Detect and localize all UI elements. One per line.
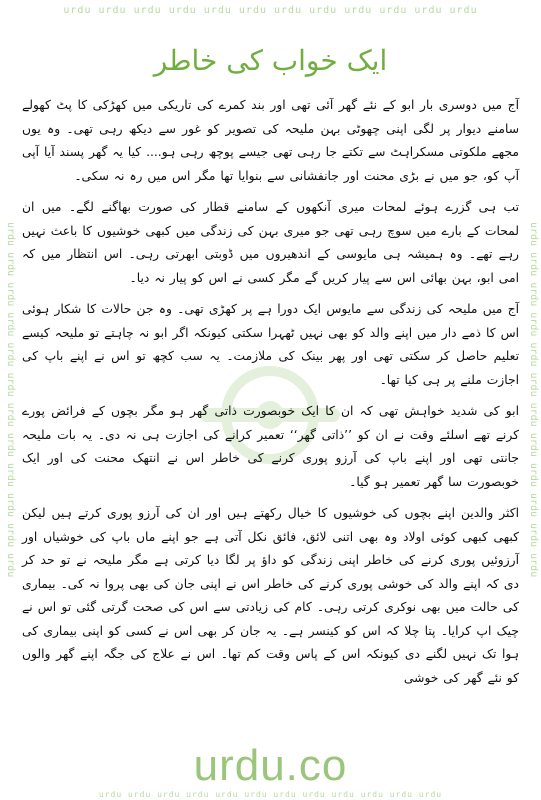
decorative-border-top: urdu urdu urdu urdu urdu urdu urdu urdu urdu urdu urdu urdu xyxy=(63,4,478,16)
article-paragraph: تب ہی گزرے ہوئے لمحات میری آنکھوں کے سامنے قطار کی صورت بھاگنے لگے۔ میں ان لمحات کے بارے میں سوچ رہی تھی جو میری بہن کی زندگی میں کبھی خوشیوں کا باعث نہیں رہے تھے۔ وہ ہمیشہ ہی مایوسی کے اندھیروں میں ڈوبتی ابھرتی رہی۔ اس انتظار میں کہ امی ابو، بہن بھائی اس سے پیار کریں گے مگر کسی نے اس کو پیار نہ دیا۔ xyxy=(22,200,519,285)
article-paragraph: اکثر والدین اپنے بچوں کی خوشیوں کا خیال رکھتے ہیں اور ان کی آرزو پوری کرتے ہیں لیکن کبھی کبھی کوئی اولاد وہ بھی اتنی لائق، فائق نکل آتی ہے جو اپنے ماں باپ کی خوشیاں اور آرزوئیں پوری کرنے کی خاطر اپنی زندگی کو داؤ پر لگا دیا کرتی ہے مگر ملیحہ نے تو حد کر دی کہ اپنے والد کی خوشی پوری کرنے کی خاطر اس نے اپنی جان کی بھی پروا نہ کی۔ بیماری کی حالت میں بھی نوکری کرتی رہی۔ کام کی زیادتی سے اس کی صحت گرتی گئی تو اس نے چیک اپ کرایا۔ پتا چلا کہ اس کو کینسر ہے۔ یہ جان کر بھی اس نے کسی کو اپنی بیماری کی ہوا تک نہیں لگنے دی کیونکہ اس کے پاس وقت کم تھا۔ اس نے علاج کی جگہ اپنے گھر والوں کو نئے گھر کی خوشی xyxy=(22,506,519,685)
article-paragraph: ابو کی شدید خواہش تھی کہ ان کا ایک خوبصورت ذاتی گھر ہو مگر بچوں کے فرائض پورے کرنے تھے اسلئے وقت نے ان کو ’’ذاتی گھر‘‘ تعمیر کرانے کی اجازت ہی نہ دی۔ یہ بات ملیحہ جانتی تھی اور اپنے باپ کی آرزو پوری کرنے کی خاطر اس نے انتھک محنت کی اور ایک خوبصورت سا گھر تعمیر ہو گیا۔ xyxy=(22,404,519,489)
decorative-border-left: urdu urdu urdu urdu urdu urdu urdu urdu urdu urdu urdu urdu xyxy=(5,222,16,578)
footer-logo: urdu.co xyxy=(193,741,348,790)
article-paragraph: آج میں دوسری بار ابو کے نئے گھر آئی تھی اور بند کمرے کی تاریکی میں کھڑکی کا پٹ کھولے سامنے دیوار پر لگی اپنی چھوٹی بہن ملیحہ کی تصویر کو غور سے دیکھ رہی تھی۔ وہ یوں مجھے ملکوتی مسکراہٹ سے تکتے جا رہی تھی جیسے پوچھ رہی ہو.... کیا یہ گھر پسند آیا آپی آپ کو، جو میں نے بڑی محنت اور جانفشانی سے بنوایا تھا مگر اس میں رہ نہ سکی۔ xyxy=(22,98,519,183)
decorative-border-bottom: urdu urdu urdu urdu urdu urdu urdu urdu urdu urdu urdu urdu xyxy=(98,789,443,799)
article xyxy=(22,30,519,760)
article-paragraph: آج میں ملیحہ کی زندگی سے مایوس ایک دورا ہے پر کھڑی تھی۔ وہ جن حالات کا شکار ہوئی اس کا ذمے دار میں اپنے والد کو بھی نہیں ٹھہرا سکتی کیونکہ اگر ابو نہ چاہتے تو ملیحہ کیسے تعلیم حاصل کر سکتی تھی اور پھر بینک کی ملازمت۔ یہ سب کچھ تو اس نے اپنے باپ کی اجازت ملنے پر ہی کیا تھا۔ xyxy=(22,302,519,387)
article-title: ایک خواب کی خاطر xyxy=(153,44,388,77)
decorative-border-right: urdu urdu urdu urdu urdu urdu urdu urdu urdu urdu urdu urdu xyxy=(528,222,539,578)
